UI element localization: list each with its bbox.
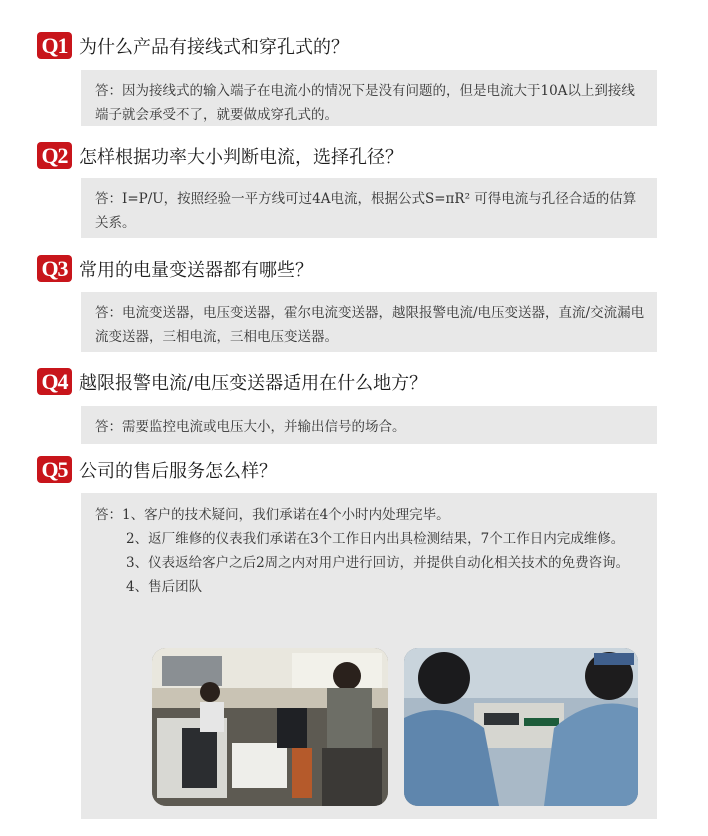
q5-item-4-text: 售后团队 [148,579,203,595]
q5-badge: Q5 [37,456,72,483]
q1-question: 为什么产品有接线式和穿孔式的？ [79,36,349,58]
q4-answer-box [81,406,657,444]
q4-answer: 答：需要监控电流或电压大小，并输出信号的场合。 [95,419,406,435]
q5-question: 公司的售后服务怎么样？ [79,460,277,482]
q5-item-1-num: 1、 [122,507,145,523]
q5-item-2-text: 返厂维修的仪表我们承诺在3个工作日内出具检测结果，7个工作日内完成维修。 [148,531,625,547]
faq-q3 [37,255,313,282]
after-sales-team-photo-1 [152,648,388,806]
q5-item-1-text: 客户的技术疑问，我们承诺在4个小时内处理完毕。 [144,507,450,523]
q5-item-3-num: 3、 [126,555,149,571]
q4-badge: Q4 [37,368,72,395]
faq-q4 [37,368,427,395]
q5-item-1 [95,503,645,527]
q5-item-4-num: 4、 [126,579,149,595]
q3-badge: Q3 [37,255,72,282]
q5-item-4 [95,575,645,599]
q3-question: 常用的电量变送器都有哪些？ [79,259,313,281]
q1-badge: Q1 [37,32,72,59]
q2-question: 怎样根据功率大小判断电流，选择孔径？ [79,146,403,168]
q4-question: 越限报警电流/电压变送器适用在什么地方？ [79,372,428,394]
q2-answer-box [81,178,657,238]
q5-item-2-num: 2、 [126,531,149,547]
q5-answer-prefix: 答： [95,507,122,523]
after-sales-team-photo-2 [404,648,638,806]
faq-q5 [37,456,277,483]
q5-item-3-text: 仪表返给客户之后2周之内对用户进行回访，并提供自动化相关技术的免费咨询。 [148,555,630,571]
q1-answer-box [81,70,657,126]
q3-answer: 答：电流变送器，电压变送器，霍尔电流变送器，越限报警电流/电压变送器，直流/交流漏电流变送器，三相电流，三相电压变送器。 [95,305,645,345]
q5-item-2 [95,527,645,551]
faq-q2 [37,142,403,169]
q2-badge: Q2 [37,142,72,169]
q5-item-3 [95,551,645,575]
q3-answer-box [81,292,657,352]
q1-answer: 答：因为接线式的输入端子在电流小的情况下是没有问题的，但是电流大于10A以上到接线端子就会承受不了，就要做成穿孔式的。 [95,83,635,123]
q2-answer: 答：I=P/U，按照经验一平方线可过4A电流，根据公式S=πR² 可得电流与孔径合适的估算关系。 [95,191,637,231]
faq-q1 [37,32,349,59]
